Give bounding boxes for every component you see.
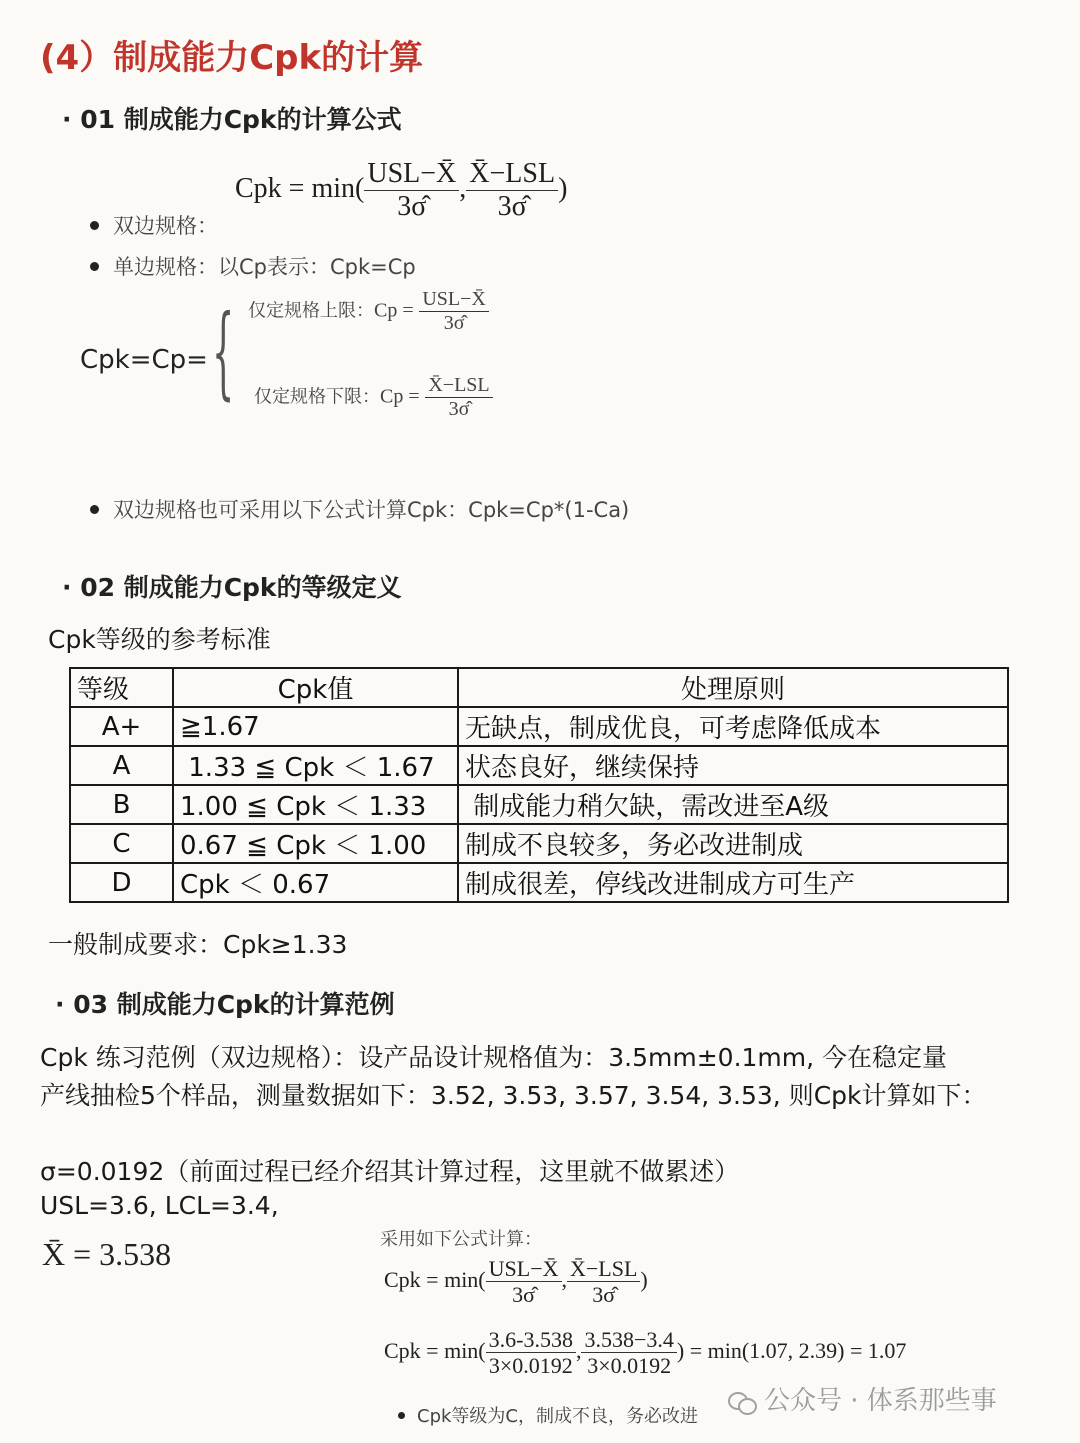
formula-close: ) bbox=[558, 173, 568, 205]
formula-lhs: Cpk = min( bbox=[384, 1337, 486, 1363]
table-row bbox=[70, 746, 1008, 785]
xbar-value: X̄ = 3.538 bbox=[42, 1236, 172, 1272]
bullet-dot bbox=[90, 221, 99, 230]
bilateral-label: 双边规格： bbox=[113, 214, 218, 238]
cell-principle: 状态良好，继续保持 bbox=[458, 746, 1008, 785]
formula-fraction-2 bbox=[581, 1327, 676, 1379]
cell-grade: B bbox=[70, 785, 173, 824]
upper-limit-case bbox=[248, 288, 489, 335]
table-row bbox=[70, 863, 1008, 902]
fraction-numerator: 3.6-3.538 bbox=[486, 1327, 576, 1353]
cell-principle: 制成能力稍欠缺，需改进至A级 bbox=[458, 785, 1008, 824]
section-heading-formula: · 01 制成能力Cpk的计算公式 bbox=[62, 105, 402, 134]
fraction-denominator: 3σ̂ bbox=[448, 398, 470, 420]
fraction-denominator: 3σ̂ bbox=[443, 312, 465, 334]
fraction-denominator: 3σ̂ bbox=[397, 191, 427, 223]
upper-case-cp: Cp = bbox=[374, 299, 414, 322]
conclusion-bullet bbox=[398, 1402, 698, 1428]
fraction-numerator: 3.538−3.4 bbox=[581, 1327, 676, 1353]
example-formula-1 bbox=[384, 1256, 648, 1308]
fraction-denominator: 3σ̂ bbox=[592, 1282, 616, 1308]
formula-fraction-2 bbox=[567, 1256, 640, 1308]
formula-lhs: Cpk = min( bbox=[235, 173, 365, 205]
section-heading-example: · 03 制成能力Cpk的计算范例 bbox=[55, 990, 395, 1019]
cell-grade: A bbox=[70, 746, 173, 785]
fraction-numerator: X̄−LSL bbox=[466, 158, 558, 191]
formula-close: ) bbox=[640, 1266, 648, 1292]
limits-line: USL=3.6, LCL=3.4, bbox=[40, 1191, 279, 1220]
formula-lhs: Cpk = min( bbox=[384, 1266, 486, 1292]
cell-grade: A+ bbox=[70, 707, 173, 746]
cell-grade: D bbox=[70, 863, 173, 902]
cell-grade: C bbox=[70, 824, 173, 863]
cell-cpk: 0.67 ≦ Cpk ＜ 1.00 bbox=[173, 824, 458, 863]
watermark bbox=[728, 1380, 997, 1417]
left-brace: { bbox=[212, 293, 235, 410]
cell-cpk: ≧1.67 bbox=[173, 707, 458, 746]
lower-case-cp: Cp = bbox=[380, 385, 420, 408]
general-requirement: 一般制成要求：Cpk≥1.33 bbox=[48, 930, 348, 959]
fraction-numerator: USL−X̄ bbox=[486, 1256, 562, 1282]
table-row bbox=[70, 785, 1008, 824]
fraction-denominator: 3×0.0192 bbox=[587, 1353, 672, 1379]
bullet-alt-formula bbox=[90, 494, 629, 524]
fraction-numerator: USL−X̄ bbox=[364, 158, 459, 191]
fraction-denominator: 3σ̂ bbox=[497, 191, 527, 223]
wechat-icon bbox=[728, 1390, 756, 1414]
bullet-bilateral bbox=[90, 210, 218, 240]
fraction-numerator: USL−X̄ bbox=[419, 288, 489, 312]
table-row bbox=[70, 824, 1008, 863]
cell-cpk: Cpk ＜ 0.67 bbox=[173, 863, 458, 902]
table-row bbox=[70, 707, 1008, 746]
sigma-line: σ=0.0192（前面过程已经介绍其计算过程，这里就不做累述） bbox=[40, 1157, 740, 1186]
watermark-text: 公众号 · 体系那些事 bbox=[764, 1386, 997, 1416]
formula-fraction-2 bbox=[466, 158, 558, 223]
main-formula bbox=[235, 158, 567, 223]
cell-cpk: 1.33 ≦ Cpk ＜ 1.67 bbox=[173, 746, 458, 785]
bullet-dot bbox=[90, 262, 99, 271]
formula-intro: 采用如下公式计算： bbox=[380, 1229, 542, 1250]
cell-principle: 制成很差，停线改进制成方可生产 bbox=[458, 863, 1008, 902]
formula-separator: , bbox=[459, 173, 467, 205]
fraction-numerator: X̄−LSL bbox=[567, 1256, 640, 1282]
fraction-denominator: 3×0.0192 bbox=[488, 1353, 573, 1379]
table-subtitle: Cpk等级的参考标准 bbox=[48, 625, 271, 654]
formula-separator: , bbox=[575, 1337, 582, 1363]
alt-formula-text: 双边规格也可采用以下公式计算Cpk：Cpk=Cp*(1-Ca) bbox=[113, 498, 630, 522]
conclusion-text: Cpk等级为C，制成不良，务必改进 bbox=[417, 1406, 698, 1427]
example-paragraph-line1: Cpk 练习范例（双边规格）：设产品设计规格值为：3.5mm±0.1mm, 今在稳定量 bbox=[40, 1043, 948, 1072]
formula-fraction-1 bbox=[486, 1327, 576, 1379]
lower-case-label: 仅定规格下限： bbox=[254, 386, 380, 408]
cell-cpk: 1.00 ≦ Cpk ＜ 1.33 bbox=[173, 785, 458, 824]
formula-result: ) = min(1.07, 2.39) = 1.07 bbox=[676, 1337, 907, 1363]
formula-separator: , bbox=[561, 1266, 567, 1292]
header-grade: 等级 bbox=[70, 668, 173, 707]
fraction-numerator: X̄−LSL bbox=[425, 374, 492, 398]
upper-case-label: 仅定规格上限： bbox=[248, 300, 374, 322]
cases-lhs: Cpk=Cp= bbox=[80, 345, 208, 375]
formula-fraction-1 bbox=[486, 1256, 562, 1308]
unilateral-text: 单边规格：以Cp表示：Cpk=Cp bbox=[113, 255, 416, 279]
lower-limit-case bbox=[254, 374, 493, 421]
bullet-dot bbox=[398, 1412, 405, 1419]
fraction-denominator: 3σ̂ bbox=[512, 1282, 535, 1308]
section-heading-grades: · 02 制成能力Cpk的等级定义 bbox=[62, 573, 402, 602]
table-header-row bbox=[70, 668, 1008, 707]
header-principle: 处理原则 bbox=[458, 668, 1008, 707]
formula-fraction-1 bbox=[364, 158, 459, 223]
grade-table bbox=[69, 667, 1009, 903]
cell-principle: 无缺点，制成优良，可考虑降低成本 bbox=[458, 707, 1008, 746]
bullet-unilateral bbox=[90, 251, 416, 281]
lower-case-fraction bbox=[425, 374, 492, 421]
header-cpk-value: Cpk值 bbox=[173, 668, 458, 707]
example-paragraph-line2: 产线抽检5个样品，测量数据如下：3.52, 3.53, 3.57, 3.54, 3.53, 则Cpk计算如下： bbox=[40, 1081, 987, 1110]
cell-principle: 制成不良较多，务必改进制成 bbox=[458, 824, 1008, 863]
upper-case-fraction bbox=[419, 288, 489, 335]
bullet-dot bbox=[90, 505, 99, 514]
page-title: (4）制成能力Cpk的计算 bbox=[40, 38, 424, 78]
example-formula-2 bbox=[384, 1327, 906, 1379]
